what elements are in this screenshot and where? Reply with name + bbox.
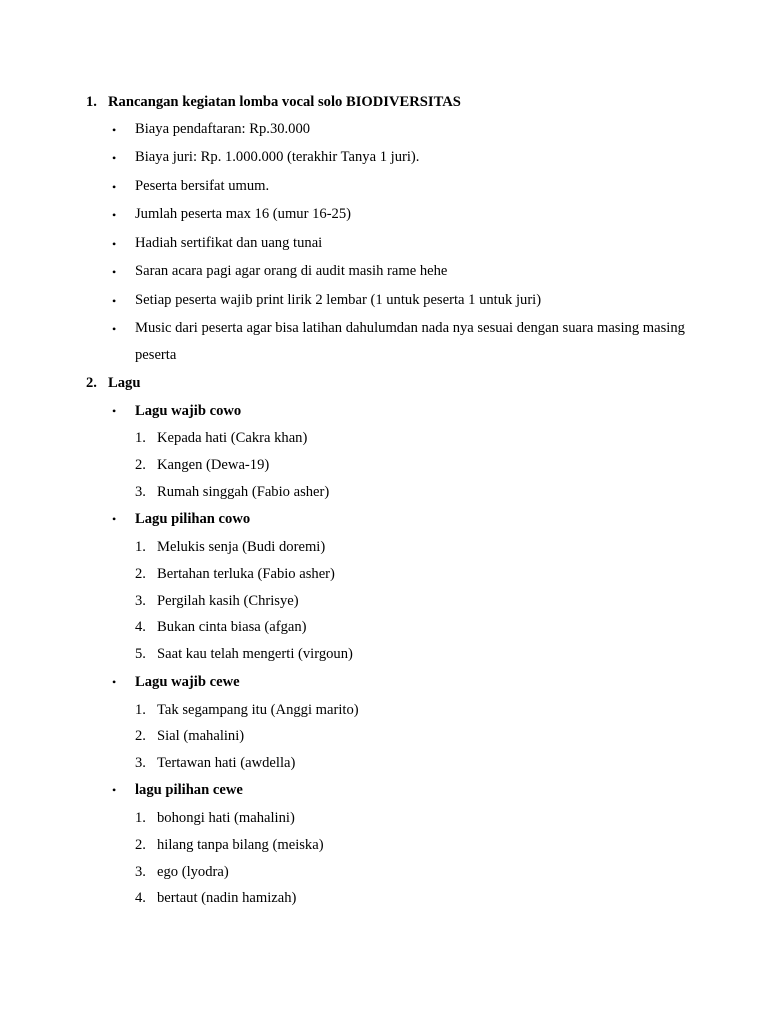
bullet-icon: • (112, 265, 117, 279)
group-heading (0, 671, 768, 693)
song-title: ego (lyodra) (157, 864, 229, 880)
group-title: Lagu wajib cowo (135, 403, 242, 419)
list-item (0, 454, 768, 476)
bullet-text: Music dari peserta agar bisa latihan dahulumdan nada nya sesuai dengan suara masing masing peserta (135, 320, 685, 363)
song-title: Kepada hati (Cakra khan) (157, 430, 308, 446)
bullet-text: Saran acara pagi agar orang di audit masih rame hehe (135, 263, 448, 279)
song-number: 3. (135, 593, 146, 609)
bullet-icon: • (112, 151, 117, 165)
song-number: 3. (135, 864, 146, 880)
list-item (0, 233, 768, 255)
song-title: Pergilah kasih (Chrisye) (157, 593, 299, 609)
bullet-icon: • (112, 123, 117, 137)
list-item (0, 699, 768, 721)
list-item (0, 536, 768, 558)
song-title: Melukis senja (Budi doremi) (157, 539, 326, 555)
group-heading (0, 508, 768, 530)
list-item (0, 616, 768, 638)
bullet-text: Hadiah sertifikat dan uang tunai (135, 235, 323, 251)
list-item (0, 725, 768, 747)
list-item (0, 590, 768, 612)
song-number: 2. (135, 457, 146, 473)
bullet-icon: • (112, 294, 117, 308)
list-item (0, 147, 768, 169)
list-item (0, 318, 768, 363)
section-1-number: 1. (86, 94, 97, 110)
group-title: Lagu wajib cewe (135, 674, 240, 690)
list-item (0, 861, 768, 883)
list-item (0, 290, 768, 312)
bullet-text: Jumlah peserta max 16 (umur 16-25) (135, 206, 352, 222)
list-item (0, 643, 768, 665)
song-number: 1. (135, 702, 146, 718)
list-item (0, 834, 768, 856)
list-item (0, 176, 768, 198)
bullet-text: Setiap peserta wajib print lirik 2 lembar (1 untuk peserta 1 untuk juri) (135, 292, 542, 308)
list-item (0, 887, 768, 909)
song-title: bohongi hati (mahalini) (157, 810, 295, 826)
song-title: Kangen (Dewa-19) (157, 457, 270, 473)
song-title: Sial (mahalini) (157, 728, 245, 744)
section-1-heading (0, 91, 768, 113)
section-2-heading (0, 372, 768, 394)
song-title: Tak segampang itu (Anggi marito) (157, 702, 359, 718)
bullet-icon: • (112, 675, 117, 689)
list-item (0, 563, 768, 585)
list-item (0, 481, 768, 503)
song-title: hilang tanpa bilang (meiska) (157, 837, 324, 853)
song-number: 4. (135, 619, 146, 635)
group-heading (0, 400, 768, 422)
list-item (0, 752, 768, 774)
bullet-icon: • (112, 783, 117, 797)
list-item (0, 119, 768, 141)
song-number: 2. (135, 728, 146, 744)
bullet-text: Peserta bersifat umum. (135, 178, 270, 194)
section-1-title: Rancangan kegiatan lomba vocal solo BIODIVERSITAS (108, 94, 461, 110)
bullet-text: Biaya juri: Rp. 1.000.000 (terakhir Tanya 1 juri). (135, 149, 420, 165)
bullet-icon: • (112, 208, 117, 222)
song-number: 3. (135, 755, 146, 771)
song-title: Rumah singgah (Fabio asher) (157, 484, 330, 500)
list-item (0, 204, 768, 226)
bullet-text: Biaya pendaftaran: Rp.30.000 (135, 121, 311, 137)
list-item (0, 427, 768, 449)
section-2-number: 2. (86, 375, 97, 391)
song-number: 5. (135, 646, 146, 662)
song-number: 2. (135, 566, 146, 582)
bullet-icon: • (112, 404, 117, 418)
group-title: Lagu pilihan cowo (135, 511, 251, 527)
song-number: 4. (135, 890, 146, 906)
bullet-icon: • (112, 180, 117, 194)
group-title: lagu pilihan cewe (135, 782, 243, 798)
group-heading (0, 779, 768, 801)
list-item (0, 807, 768, 829)
section-2-title: Lagu (108, 375, 141, 391)
song-number: 1. (135, 539, 146, 555)
song-title: Tertawan hati (awdella) (157, 755, 296, 771)
song-title: Saat kau telah mengerti (virgoun) (157, 646, 353, 662)
song-title: Bertahan terluka (Fabio asher) (157, 566, 335, 582)
song-number: 1. (135, 430, 146, 446)
song-title: Bukan cinta biasa (afgan) (157, 619, 307, 635)
bullet-icon: • (112, 322, 117, 336)
song-number: 1. (135, 810, 146, 826)
song-number: 2. (135, 837, 146, 853)
list-item (0, 261, 768, 283)
song-title: bertaut (nadin hamizah) (157, 890, 297, 906)
bullet-icon: • (112, 512, 117, 526)
song-number: 3. (135, 484, 146, 500)
bullet-icon: • (112, 237, 117, 251)
